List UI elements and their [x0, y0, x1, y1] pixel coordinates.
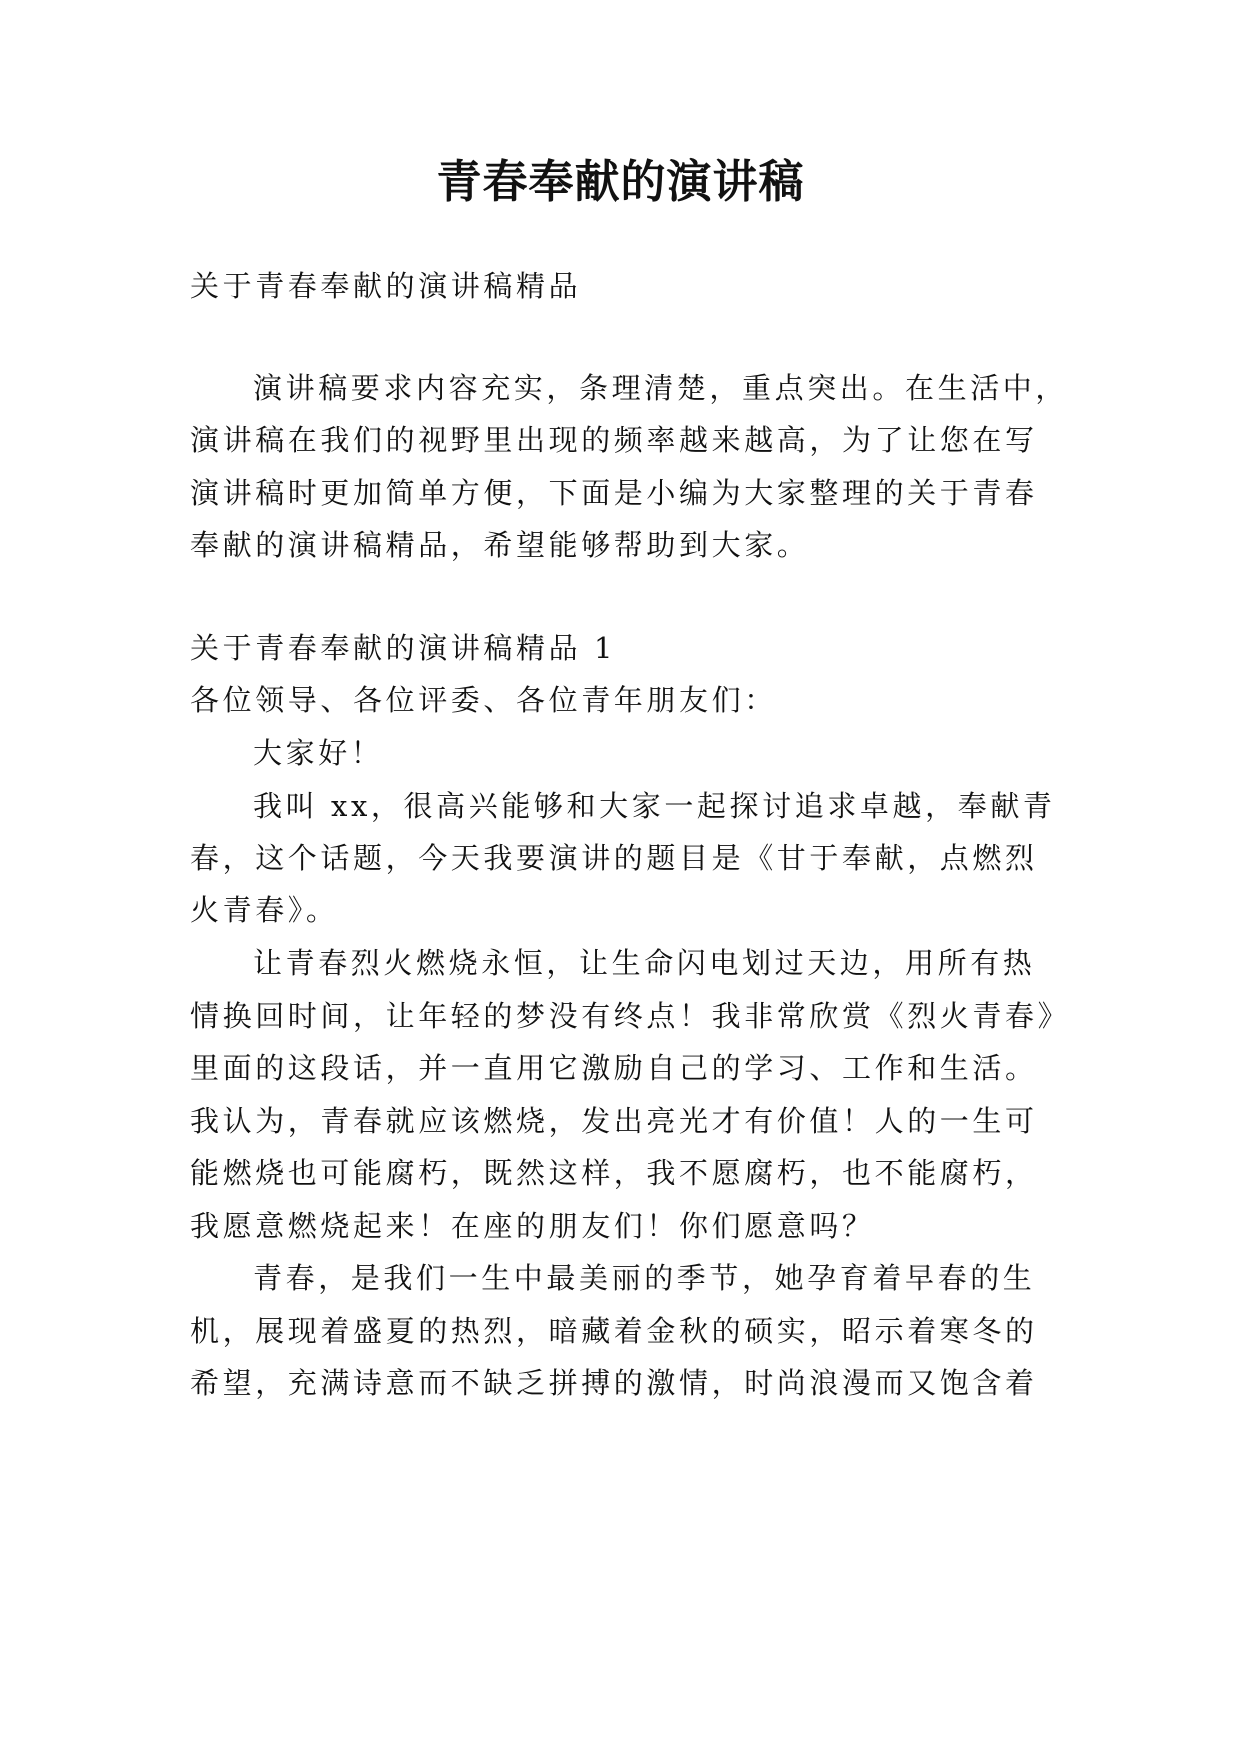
intro-line: 奉献的演讲稿精品，希望能够帮助到大家。 — [190, 528, 810, 562]
section-heading: 关于青春奉献的演讲稿精品 1 — [190, 631, 617, 665]
paragraph-line: 我认为，青春就应该燃烧，发出亮光才有价值！人的一生可 — [190, 1104, 1038, 1138]
paragraph-line: 春，这个话题，今天我要演讲的题目是《甘于奉献，点燃烈 — [190, 841, 1038, 875]
intro-line: 演讲稿要求内容充实，条理清楚，重点突出。在生活中， — [253, 371, 1069, 405]
paragraph-line: 火青春》。 — [190, 893, 339, 927]
paragraph-line: 我愿意燃烧起来！在座的朋友们！你们愿意吗？ — [190, 1209, 875, 1243]
paragraph-line: 青春，是我们一生中最美丽的季节，她孕育着早春的生 — [253, 1261, 1036, 1295]
salutation: 各位领导、各位评委、各位青年朋友们： — [190, 683, 777, 717]
paragraph-line: 我叫 xx，很高兴能够和大家一起探讨追求卓越，奉献青 — [253, 789, 1056, 823]
paragraph-line: 机，展现着盛夏的热烈，暗藏着金秋的硕实，昭示着寒冬的 — [190, 1314, 1038, 1348]
paragraph-line: 情换回时间，让年轻的梦没有终点！我非常欣赏《烈火青春》 — [190, 999, 1071, 1033]
document-title: 青春奉献的演讲稿 — [436, 155, 805, 208]
paragraph-line: 里面的这段话，并一直用它激励自己的学习、工作和生活。 — [190, 1051, 1038, 1085]
paragraph-line: 让青春烈火燃烧永恒，让生命闪电划过天边，用所有热 — [253, 946, 1036, 980]
paragraph-line: 能燃烧也可能腐朽，既然这样，我不愿腐朽，也不能腐朽， — [190, 1156, 1038, 1190]
intro-line: 演讲稿时更加简单方便，下面是小编为大家整理的关于青春 — [190, 476, 1038, 510]
document-subtitle: 关于青春奉献的演讲稿精品 — [190, 269, 582, 303]
intro-line: 演讲稿在我们的视野里出现的频率越来越高，为了让您在写 — [190, 423, 1038, 457]
paragraph-line: 希望，充满诗意而不缺乏拼搏的激情，时尚浪漫而又饱含着 — [190, 1366, 1038, 1400]
greeting: 大家好！ — [253, 736, 384, 770]
